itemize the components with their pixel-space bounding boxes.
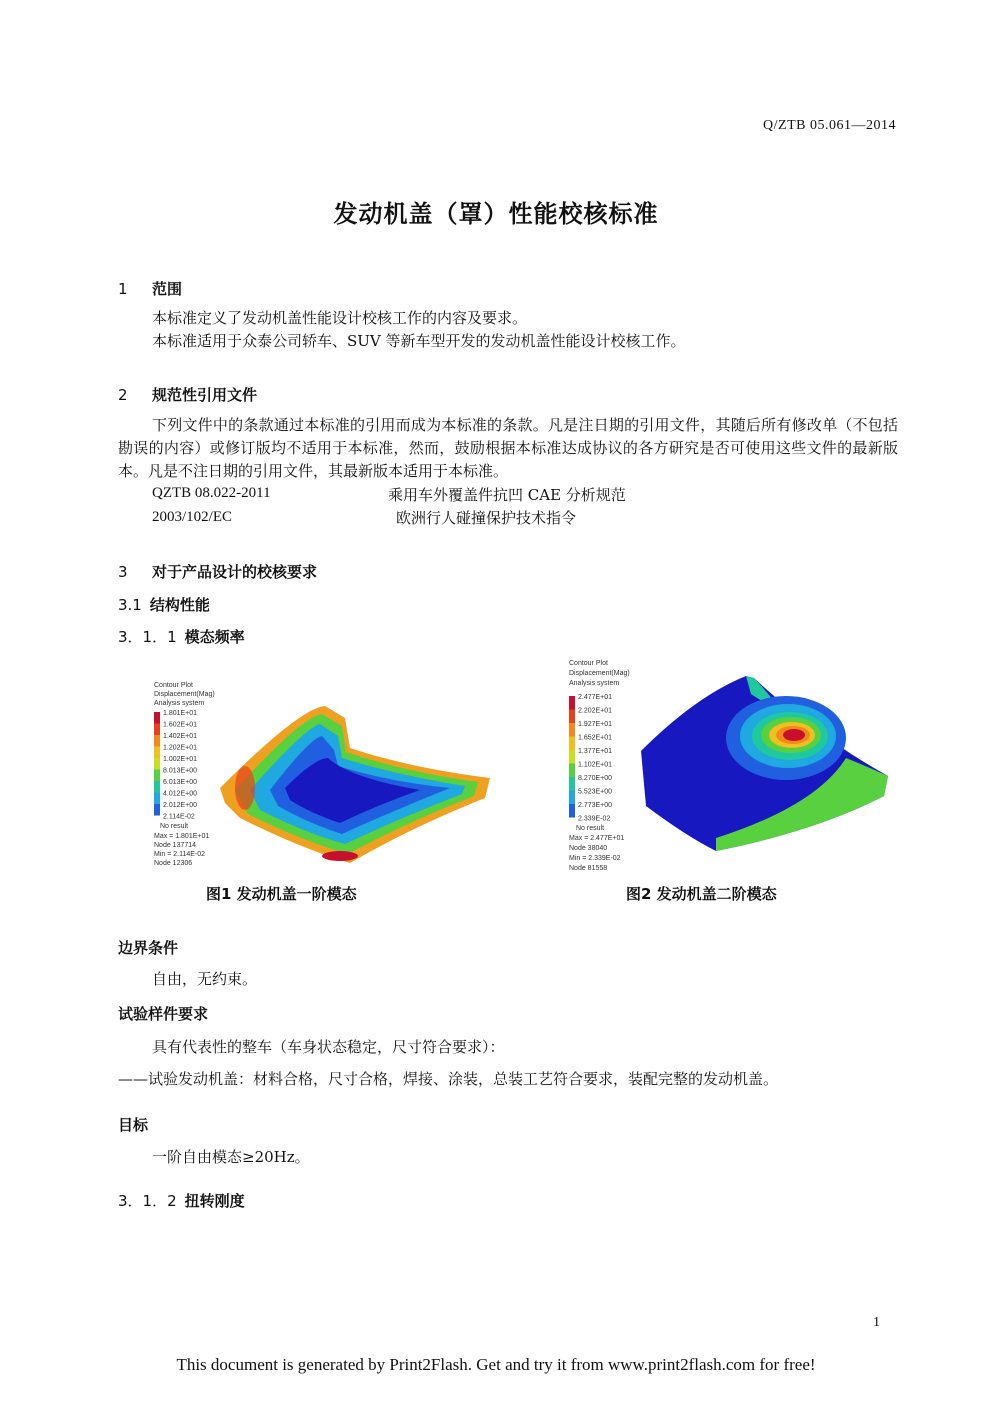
boundary-text: 自由，无约束。: [152, 970, 258, 988]
legend-swatch: [154, 712, 160, 724]
legend-swatch: [154, 735, 160, 747]
figure-1-caption: 图1 发动机盖一阶模态: [206, 885, 357, 903]
legend-footer-1: No result: [576, 825, 605, 832]
target-text: 一阶自由模态≥20Hz。: [152, 1148, 310, 1166]
legend-swatch: [154, 758, 160, 770]
ref-name-1: 乘用车外覆盖件抗凹 CAE 分析规范: [388, 486, 626, 504]
print2flash-footer: This document is generated by Print2Flash. Get and try it from www.print2flash.com for free!: [176, 1355, 816, 1374]
section-2-heading: [118, 384, 257, 405]
boundary-heading: 边界条件: [118, 939, 179, 957]
ref-code-2: 2003/102/EC: [152, 509, 233, 525]
legend-value: 8.270E+00: [578, 775, 613, 782]
section-1-heading: [118, 278, 182, 299]
legend-swatch: [569, 750, 575, 764]
legend-value: 1.402E+01: [163, 733, 198, 740]
legend-footer-5: Node 81558: [569, 865, 608, 872]
page-number: 1: [873, 1315, 880, 1330]
section-number: 3: [118, 563, 128, 581]
legend-swatch: [569, 791, 575, 805]
specimen-line-1: 具有代表性的整车（车身状态稳定，尺寸符合要求）：: [152, 1038, 505, 1056]
legend-swatch: [154, 724, 160, 736]
legend-swatch: [569, 804, 575, 818]
ref-code-1: QZTB 08.022-2011: [152, 485, 271, 501]
section-number: 2: [118, 386, 128, 404]
legend-value: 4.012E+00: [163, 790, 198, 798]
scope-line-1: 本标准定义了发动机盖性能设计校核工作的内容及要求。: [152, 309, 528, 327]
legend-swatch: [154, 747, 160, 759]
legend-swatch: [569, 764, 575, 778]
section-number: 3．1．2: [118, 1192, 177, 1210]
legend-swatch: [569, 737, 575, 751]
legend-swatch: [154, 804, 160, 816]
target-heading: 目标: [118, 1116, 149, 1134]
legend-footer-3: Node 137714: [154, 842, 197, 849]
legend-value: 2.012E+00: [163, 802, 198, 809]
standard-code: Q/ZTB 05.061—2014: [763, 118, 896, 133]
legend-title-2: Displacement(Mag): [154, 691, 215, 698]
section-title: 模态频率: [184, 628, 245, 646]
legend-value: 1.377E+01: [578, 748, 613, 755]
legend-value: 2.114E-02: [163, 813, 195, 821]
legend-value: 1.602E+01: [163, 721, 198, 729]
legend-value: 2.773E+00: [578, 802, 613, 809]
hood-mesh-mode-1: [220, 706, 490, 863]
legend-value: 2.202E+01: [578, 707, 613, 715]
legend-swatch: [569, 723, 575, 737]
legend-title-3: Analysis system: [154, 700, 205, 707]
section-title: 结构性能: [149, 596, 210, 614]
section-3-heading: [118, 561, 317, 582]
legend-footer-4: Min = 2.339E-02: [569, 855, 621, 862]
ref-name-2: 欧洲行人碰撞保护技术指令: [396, 509, 577, 527]
section-3-1-1-heading: [118, 626, 245, 647]
figure-1-contour-plot: [150, 678, 500, 873]
legend-value: 1.927E+01: [578, 721, 613, 728]
legend-value: 5.523E+00: [578, 788, 613, 796]
section-title: 范围: [152, 280, 183, 298]
legend-footer-5: Node 12306: [154, 860, 193, 867]
legend-title-2: Displacement(Mag): [569, 670, 630, 677]
hood-mesh-mode-2: [641, 676, 888, 851]
legend-value: 1.801E+01: [163, 710, 198, 717]
legend-swatch: [569, 777, 575, 791]
figure-2-contour-plot: [566, 656, 896, 878]
section-number: 3．1．1: [118, 628, 177, 646]
section-title: 扭转刚度: [184, 1192, 245, 1210]
section-3-1-heading: [118, 594, 210, 615]
legend-value: 8.013E+00: [163, 767, 198, 775]
legend-title-1: Contour Plot: [569, 660, 608, 667]
legend-footer-2: Max = 2.477E+01: [569, 835, 625, 842]
legend-footer-2: Max = 1.801E+01: [154, 833, 210, 840]
figure-1-legend: [154, 682, 215, 867]
specimen-heading: 试验样件要求: [118, 1005, 209, 1023]
legend-swatch: [154, 793, 160, 805]
figure-2-caption: 图2 发动机盖二阶模态: [626, 885, 777, 903]
legend-swatch: [154, 781, 160, 793]
legend-value: 1.652E+01: [578, 734, 613, 742]
section-title: 对于产品设计的校核要求: [152, 563, 318, 581]
section-3-1-2-heading: [118, 1190, 245, 1211]
legend-value: 1.102E+01: [578, 761, 613, 769]
legend-value: 1.002E+01: [163, 756, 198, 763]
legend-swatch: [154, 770, 160, 782]
section-number: 1: [118, 280, 128, 298]
legend-title-1: Contour Plot: [154, 682, 193, 689]
legend-value: 2.339E-02: [578, 815, 611, 823]
legend-value: 6.013E+00: [163, 779, 198, 786]
legend-swatch: [569, 710, 575, 724]
legend-value: 1.202E+01: [163, 744, 198, 752]
legend-swatch: [569, 696, 575, 710]
figure-2-legend: [569, 660, 630, 872]
legend-footer-4: Min = 2.114E-02: [154, 851, 206, 858]
specimen-line-2: ——试验发动机盖：材料合格，尺寸合格，焊接、涂装，总装工艺符合要求，装配完整的发动机盖。: [118, 1070, 779, 1088]
page-title: 发动机盖（罩）性能校核标准: [333, 200, 659, 228]
section-number: 3.1: [118, 596, 142, 614]
legend-value: 2.477E+01: [578, 694, 613, 701]
legend-title-3: Analysis system: [569, 680, 620, 687]
normative-paragraph: 下列文件中的条款通过本标准的引用而成为本标准的条款。凡是注日期的引用文件，其随后所有修改单（不包括勘误的内容）或修订版均不适用于本标准，然而，鼓励根据本标准达成协议的各方研究是否可使用这些文件的最新版本。凡是不注日期的引用文件，其最新版本适用于本标准。: [118, 416, 898, 480]
section-title: 规范性引用文件: [152, 386, 258, 404]
legend-footer-1: No result: [160, 823, 189, 830]
legend-footer-3: Node 38040: [569, 845, 608, 852]
scope-line-2: 本标准适用于众泰公司轿车、SUV 等新车型开发的发动机盖性能设计校核工作。: [152, 332, 686, 350]
